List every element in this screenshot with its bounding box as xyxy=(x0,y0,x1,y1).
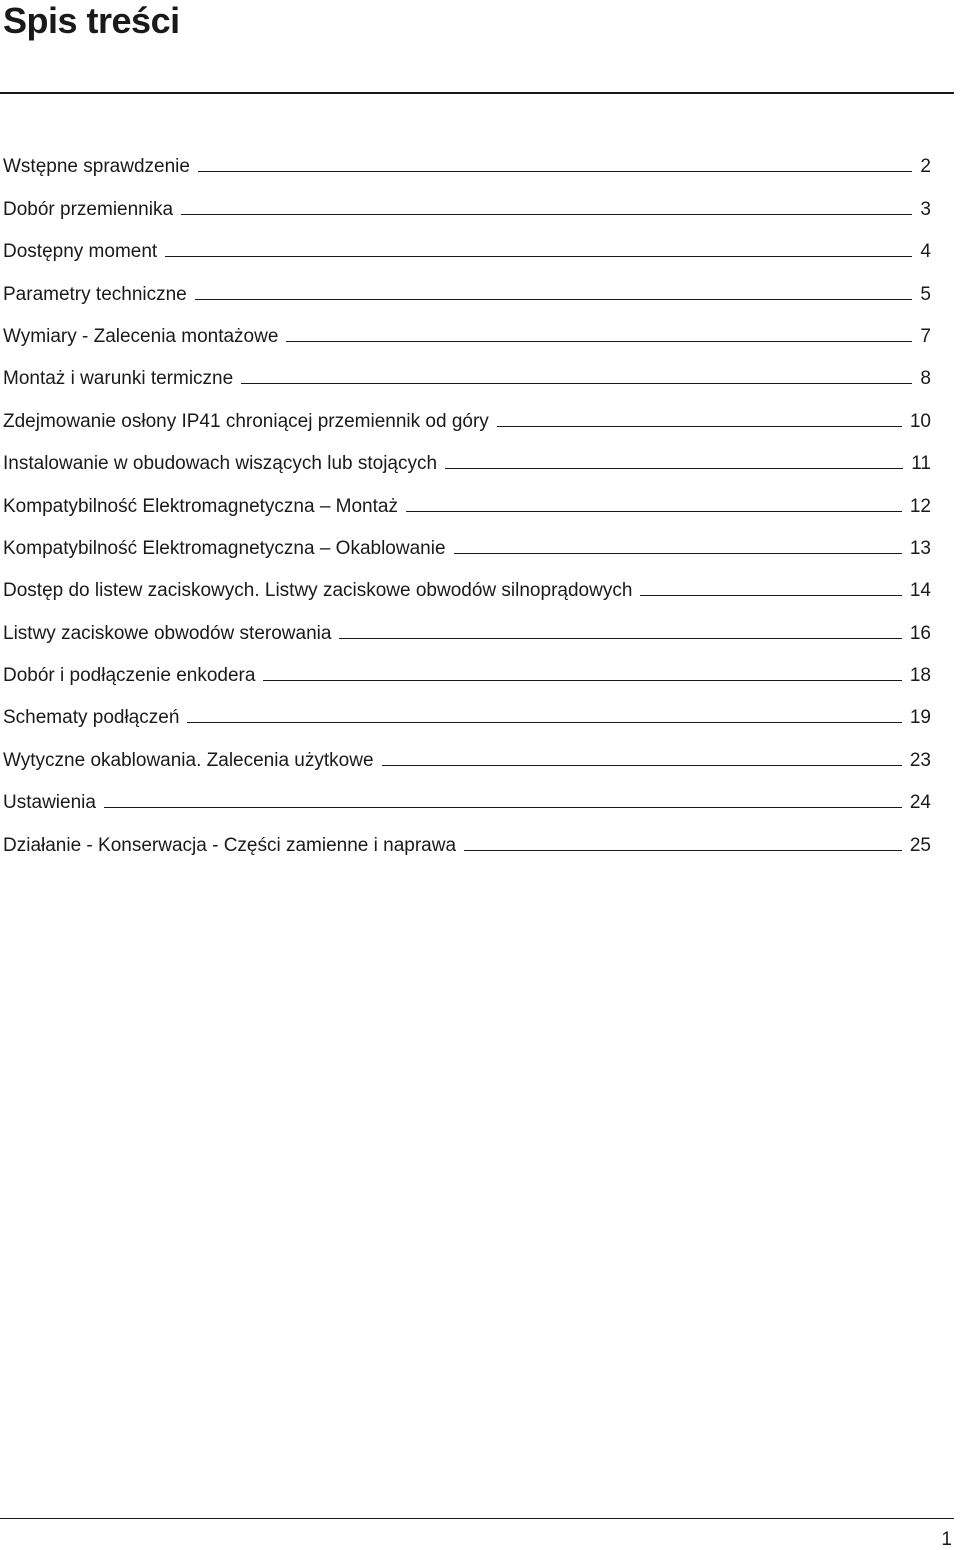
toc-leader-line xyxy=(198,171,912,172)
toc-leader-line xyxy=(286,341,912,342)
toc-entry[interactable] xyxy=(3,731,931,773)
toc-entry-page: 3 xyxy=(920,198,931,220)
toc-entry-label: Wymiary - Zalecenia montażowe xyxy=(3,325,279,347)
toc-leader-line xyxy=(445,468,903,469)
toc-leader-line xyxy=(406,511,902,512)
toc-entry-page: 23 xyxy=(909,749,931,771)
toc-entry-label: Instalowanie w obudowach wiszących lub stojących xyxy=(3,453,438,475)
toc-leader-line xyxy=(165,256,912,257)
toc-entry-page: 10 xyxy=(909,410,931,432)
toc-entry[interactable] xyxy=(3,180,931,222)
toc-entry-page: 12 xyxy=(909,495,931,517)
toc-leader-line xyxy=(339,638,901,639)
toc-entry-page: 7 xyxy=(920,325,931,347)
toc-leader-line xyxy=(382,765,902,766)
toc-entry[interactable] xyxy=(3,816,931,858)
toc-entry-label: Działanie - Konserwacja - Części zamienne i naprawa xyxy=(3,834,457,856)
toc-entry-page: 16 xyxy=(909,622,931,644)
toc-entry-label: Kompatybilność Elektromagnetyczna – Okablowanie xyxy=(3,537,446,559)
toc-entry-page: 18 xyxy=(909,665,931,687)
toc-entry-page: 13 xyxy=(909,537,931,559)
toc-entry-label: Listwy zaciskowe obwodów sterowania xyxy=(3,622,332,644)
toc-entry-page: 8 xyxy=(920,368,931,390)
title-divider xyxy=(0,92,954,94)
toc-entry[interactable] xyxy=(3,392,931,434)
toc-entry-page: 19 xyxy=(909,707,931,729)
toc-entry[interactable] xyxy=(3,350,931,392)
toc-entry[interactable] xyxy=(3,520,931,562)
toc-entry-label: Schematy podłączeń xyxy=(3,707,180,729)
toc-entry-label: Ustawienia xyxy=(3,792,96,814)
toc-entry-page: 14 xyxy=(909,580,931,602)
toc-entry[interactable] xyxy=(3,435,931,477)
toc-leader-line xyxy=(104,807,902,808)
toc-entry-label: Montaż i warunki termiczne xyxy=(3,368,234,390)
toc-entry-page: 11 xyxy=(911,453,931,475)
toc-entry-label: Dostęp do listew zaciskowych. Listwy zaciskowe obwodów silnoprądowych xyxy=(3,580,633,602)
page-number: 1 xyxy=(941,1529,952,1550)
toc-entry-label: Dostępny moment xyxy=(3,241,158,263)
toc-leader-line xyxy=(187,722,901,723)
toc-entry-page: 25 xyxy=(909,834,931,856)
toc-leader-line xyxy=(195,299,913,300)
toc-entry-label: Zdejmowanie osłony IP41 chroniącej przemiennik od góry xyxy=(3,410,489,432)
toc-entry-page: 4 xyxy=(920,241,931,263)
toc-leader-line xyxy=(640,595,901,596)
toc-entry[interactable] xyxy=(3,223,931,265)
toc-entry-page: 5 xyxy=(920,283,931,305)
toc-entry[interactable] xyxy=(3,308,931,350)
toc-leader-line xyxy=(497,426,902,427)
footer-divider xyxy=(0,1518,954,1519)
toc-entry[interactable] xyxy=(3,647,931,689)
toc-entry-page: 2 xyxy=(920,156,931,178)
toc-entry-label: Wytyczne okablowania. Zalecenia użytkowe xyxy=(3,749,374,771)
toc-entry[interactable] xyxy=(3,562,931,604)
toc-entry-label: Wstępne sprawdzenie xyxy=(3,156,190,178)
page-title: Spis treści xyxy=(3,0,180,41)
toc-leader-line xyxy=(454,553,902,554)
toc-entry[interactable] xyxy=(3,604,931,646)
toc-entry-label: Dobór przemiennika xyxy=(3,198,174,220)
toc-leader-line xyxy=(263,680,901,681)
toc-entry-label: Dobór i podłączenie enkodera xyxy=(3,665,256,687)
toc-entry[interactable] xyxy=(3,265,931,307)
toc-entry[interactable] xyxy=(3,689,931,731)
toc-entry-label: Kompatybilność Elektromagnetyczna – Montaż xyxy=(3,495,398,517)
toc-entry[interactable] xyxy=(3,774,931,816)
toc-entry-label: Parametry techniczne xyxy=(3,283,187,305)
table-of-contents xyxy=(3,138,931,859)
toc-entry[interactable] xyxy=(3,477,931,519)
toc-entry[interactable] xyxy=(3,138,931,180)
toc-leader-line xyxy=(181,214,912,215)
toc-entry-page: 24 xyxy=(909,792,931,814)
toc-leader-line xyxy=(464,850,902,851)
toc-leader-line xyxy=(241,383,912,384)
